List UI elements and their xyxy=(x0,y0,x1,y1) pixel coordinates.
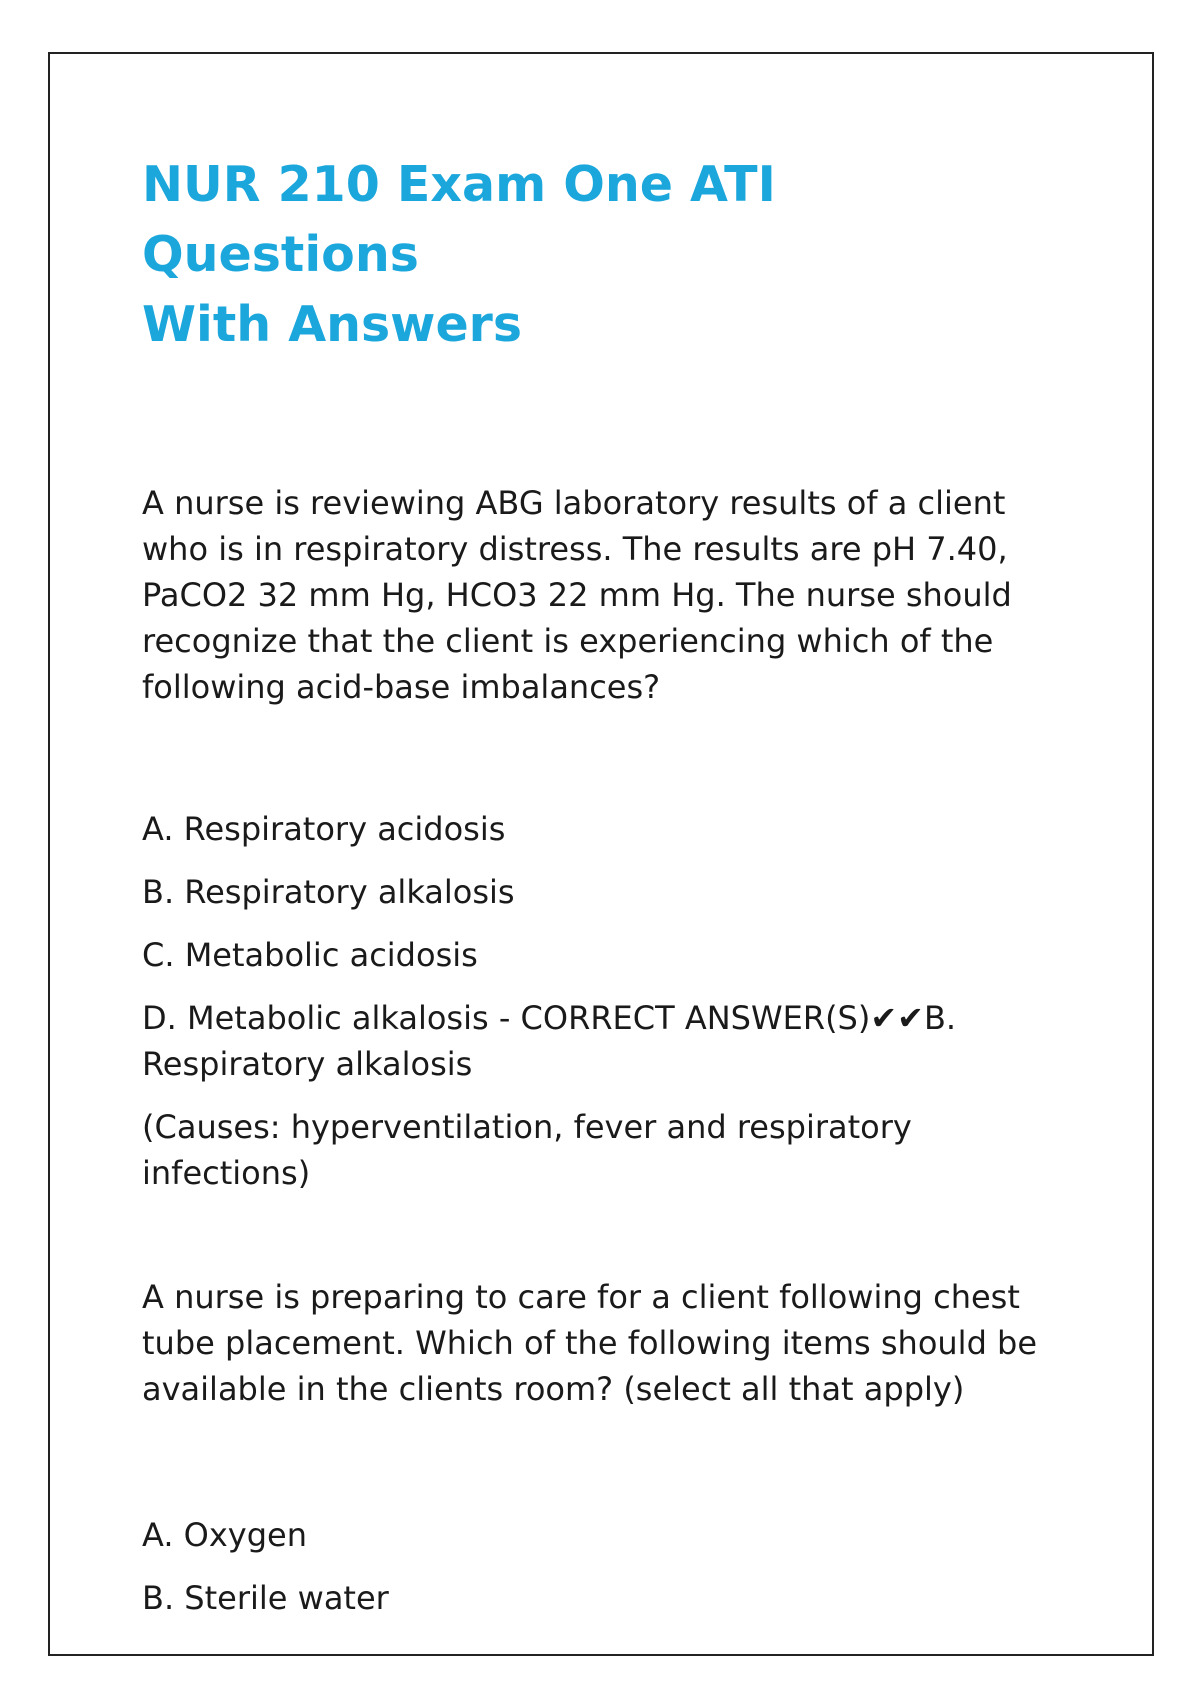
question-2-option-a: A. Oxygen xyxy=(142,1516,308,1554)
question-1-option-d-answer: D. Metabolic alkalosis - CORRECT ANSWER(S)✔✔B. Respiratory alkalosis xyxy=(142,999,957,1083)
question-2-stem: A nurse is preparing to care for a client following chest tube placement. Which of the following items should be available in the clients room? (select all that apply) xyxy=(142,1278,1038,1408)
question-1-stem: A nurse is reviewing ABG laboratory results of a client who is in respiratory distress. The results are pH 7.40, PaCO2 32 mm Hg, HCO3 22 mm Hg. The nurse should recognize that the client is experiencing which of the following acid-base imbalances? xyxy=(142,484,1012,706)
question-1-option-b: B. Respiratory alkalosis xyxy=(142,873,515,911)
title-line-1: NUR 210 Exam One ATI Questions xyxy=(142,156,776,283)
question-1-option-c: C. Metabolic acidosis xyxy=(142,936,478,974)
title-line-2: With Answers xyxy=(142,296,523,353)
document-content xyxy=(142,150,1042,1638)
question-1-option-a: A. Respiratory acidosis xyxy=(142,810,506,848)
document-title xyxy=(142,150,1042,360)
question-2-option-b: B. Sterile water xyxy=(142,1579,389,1617)
question-1-rationale: (Causes: hyperventilation, fever and respiratory infections) xyxy=(142,1108,912,1192)
question-2-options xyxy=(142,1512,1042,1621)
question-1-options xyxy=(142,806,1042,1087)
